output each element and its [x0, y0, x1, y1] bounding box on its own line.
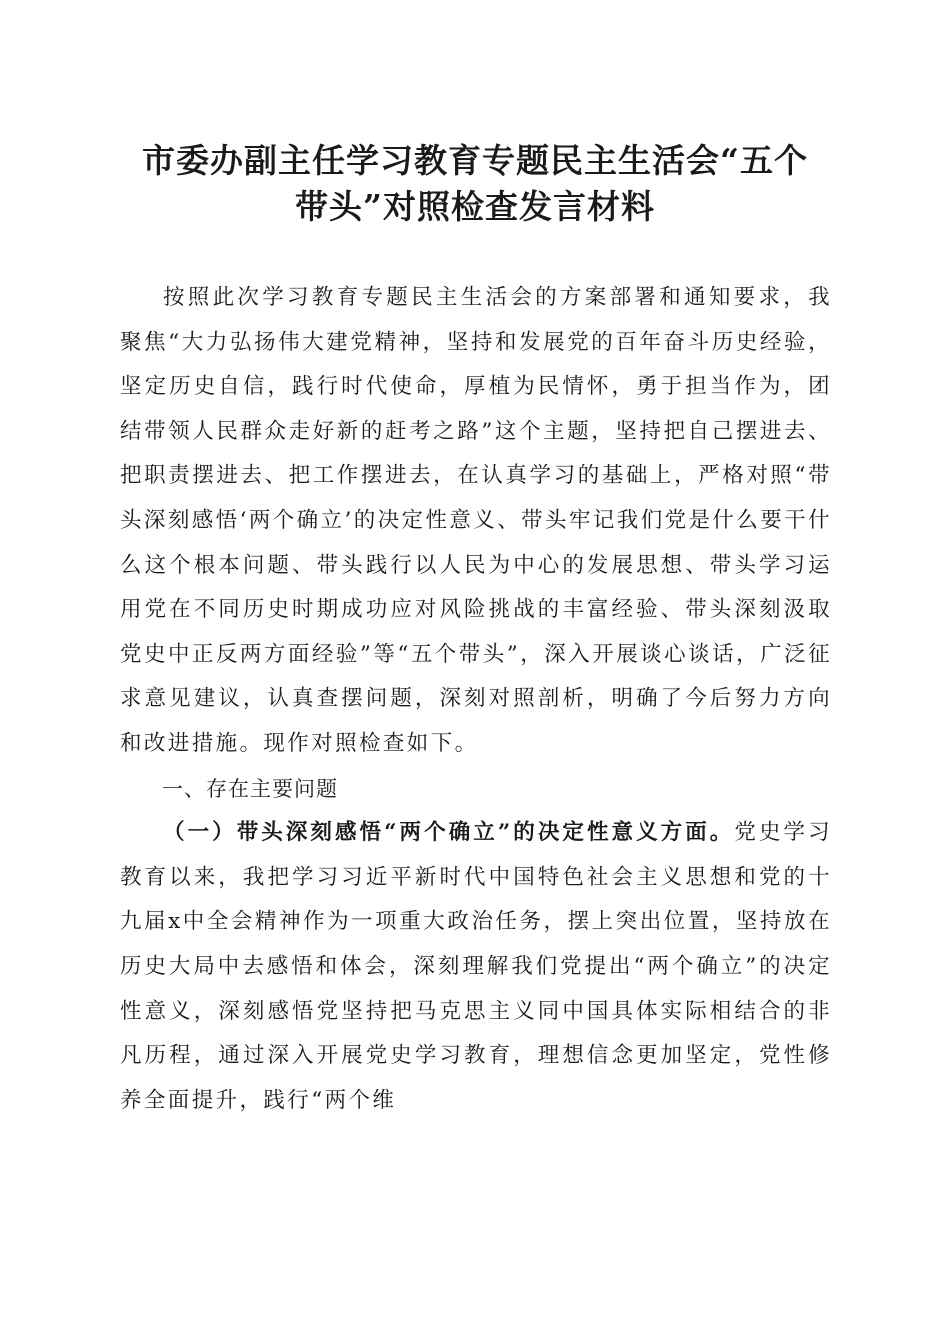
subsection-paragraph — [120, 811, 832, 1123]
document-title — [90, 138, 860, 230]
section-heading: 一、存在主要问题 — [162, 776, 338, 801]
title-line-1: 市委办副主任学习教育专题民主生活会“五个 — [142, 141, 808, 180]
subsection-body: 党史学习教育以来，我把学习习近平新时代中国特色社会主义思想和党的十九届x中全会精神作为一项重大政治任务，摆上突出位置，坚持放在历史大局中去感悟和体会，深刻理解我们党提出“两个确立”的决定性意义，深刻感悟党坚持把马克思主义同中国具体实际相结合的非凡历程，通过深入开展党史学习教育，理想信念更加坚定，党性修养全面提升，践行“两个维 — [120, 820, 832, 1113]
subsection-title: （一）带头深刻感悟“两个确立”的决定性意义方面。 — [163, 820, 735, 846]
title-line-2: 带头”对照检查发言材料 — [295, 187, 655, 226]
document-body — [120, 276, 832, 1123]
intro-paragraph: 按照此次学习教育专题民主生活会的方案部署和通知要求，我聚焦“大力弘扬伟大建党精神，坚持和发展党的百年奋斗历史经验，坚定历史自信，践行时代使命，厚植为民情怀，勇于担当作为，团结带领人民群众走好新的赶考之路”这个主题，坚持把自己摆进去、把职责摆进去、把工作摆进去，在认真学习的基础上，严格对照“带头深刻感悟‘两个确立’的决定性意义、带头牢记我们党是什么要干什么这个根本问题、带头践行以人民为中心的发展思想、带头学习运用党在不同历史时期成功应对风险挑战的丰富经验、带头深刻汲取党史中正反两方面经验”等“五个带头”，深入开展谈心谈话，广泛征求意见建议，认真查摆问题，深刻对照剖析，明确了今后努力方向和改进措施。现作对照检查如下。 — [120, 285, 832, 756]
